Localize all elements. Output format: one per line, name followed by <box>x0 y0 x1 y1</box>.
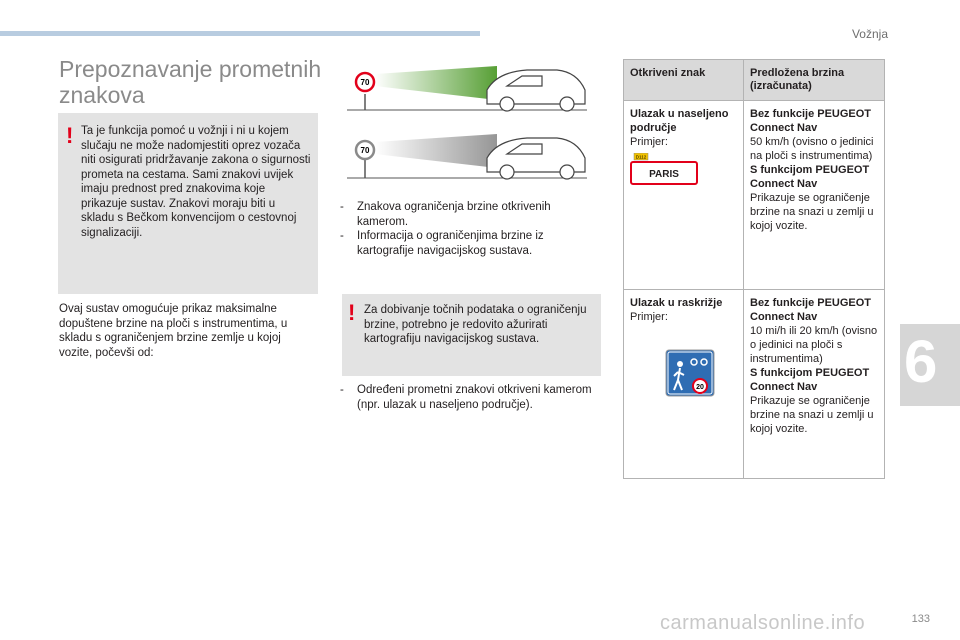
with-nav-text: Prikazuje se ograničenje brzine na snazi u zemlji u kojoj vozite. <box>750 192 874 232</box>
warning-text: Za dobivanje točnih podataka o ograničenju brzine, potrebno je redovito ažurirati kartografiju navigacijskog sustava. <box>364 304 587 345</box>
watermark: carmanualsonline.info <box>660 612 866 634</box>
section-title: Vožnja <box>851 27 888 41</box>
chapter-number: 6 <box>904 328 938 395</box>
update-warning-box <box>342 294 601 376</box>
svg-text:PARIS: PARIS <box>649 169 679 180</box>
without-nav-text: 50 km/h (ovisno o jedinici na ploči s instrumentima) <box>750 136 874 162</box>
list-item: - Znakova ograničenja brzine otkrivenih kamerom. <box>340 201 551 228</box>
example-label: Primjer: <box>630 136 668 148</box>
warning-box <box>58 113 318 294</box>
without-nav-title: Bez funkcije PEUGEOT Connect Nav <box>750 108 872 134</box>
svg-text:D112: D112 <box>635 154 647 160</box>
page-number: 133 <box>911 613 930 625</box>
warning-text: Ta je funkcija pomoć u vožnji i ni u kojem slučaju ne može nadomjestiti oprez vozača niti osigurati pridržavanje zakona o sigurnosti prometa na cestama. Sami znakovi uvijek imaju prednost pred znakovima koje prikazuje sustav. Znakovi moraju biti u skladu s Bečkom konvencijom o cestovnoj signalizaciji. <box>81 125 311 239</box>
top-accent-bar <box>0 31 480 36</box>
without-nav-title: Bez funkcije PEUGEOT Connect Nav <box>750 297 872 323</box>
car-icon-nav <box>487 138 585 179</box>
detection-sources-list <box>340 200 602 258</box>
with-nav-title: S funkcijom PEUGEOT Connect Nav <box>750 367 870 393</box>
detection-illustration <box>347 60 597 190</box>
svg-text:20: 20 <box>696 384 704 391</box>
with-nav-text: Prikazuje se ograničenje brzine na snazi u zemlji u kojoj vozite. <box>750 395 874 435</box>
page-title: Prepoznavanje prometnih znakova <box>59 56 322 108</box>
table-row <box>624 290 885 479</box>
table-header-sign: Otkriveni znak <box>624 60 744 101</box>
warning-icon: ! <box>66 123 74 148</box>
example-label: Primjer: <box>630 311 668 323</box>
car-icon <box>487 70 585 111</box>
without-nav-text: 10 mi/h ili 20 km/h (ovisno o jedinici na ploči s instrumentima) <box>750 325 878 365</box>
sign-title: Ulazak u naseljeno područje <box>630 108 729 134</box>
camera-beam <box>375 66 497 100</box>
map-speed-sign-value: 70 <box>360 146 370 155</box>
list-item: - Određeni prometni znakovi otkriveni kamerom (npr. ulazak u naseljeno područje). <box>340 384 592 411</box>
intro-paragraph: Ovaj sustav omogućuje prikaz maksimalne dopuštene brzine na ploči s instrumentima, u skladu s ograničenjem brzine zemlje u kojoj vozite, počevši od: <box>59 303 288 359</box>
detected-signs-list <box>340 383 602 412</box>
list-item: - Informacija o ograničenjima brzine iz kartografije navigacijskog sustava. <box>340 230 544 257</box>
warning-icon: ! <box>348 300 356 325</box>
table-header-speed: Predložena brzina (izračunata) <box>744 60 885 101</box>
town-entry-sign-icon <box>630 153 716 187</box>
table-row <box>624 101 885 290</box>
navigation-beam <box>375 134 497 168</box>
with-nav-title: S funkcijom PEUGEOT Connect Nav <box>750 164 870 190</box>
sign-title: Ulazak u raskrižje <box>630 297 723 309</box>
speed-sign-value: 70 <box>360 78 370 87</box>
shared-zone-sign-icon <box>630 348 730 400</box>
speed-sign-table <box>623 59 885 479</box>
